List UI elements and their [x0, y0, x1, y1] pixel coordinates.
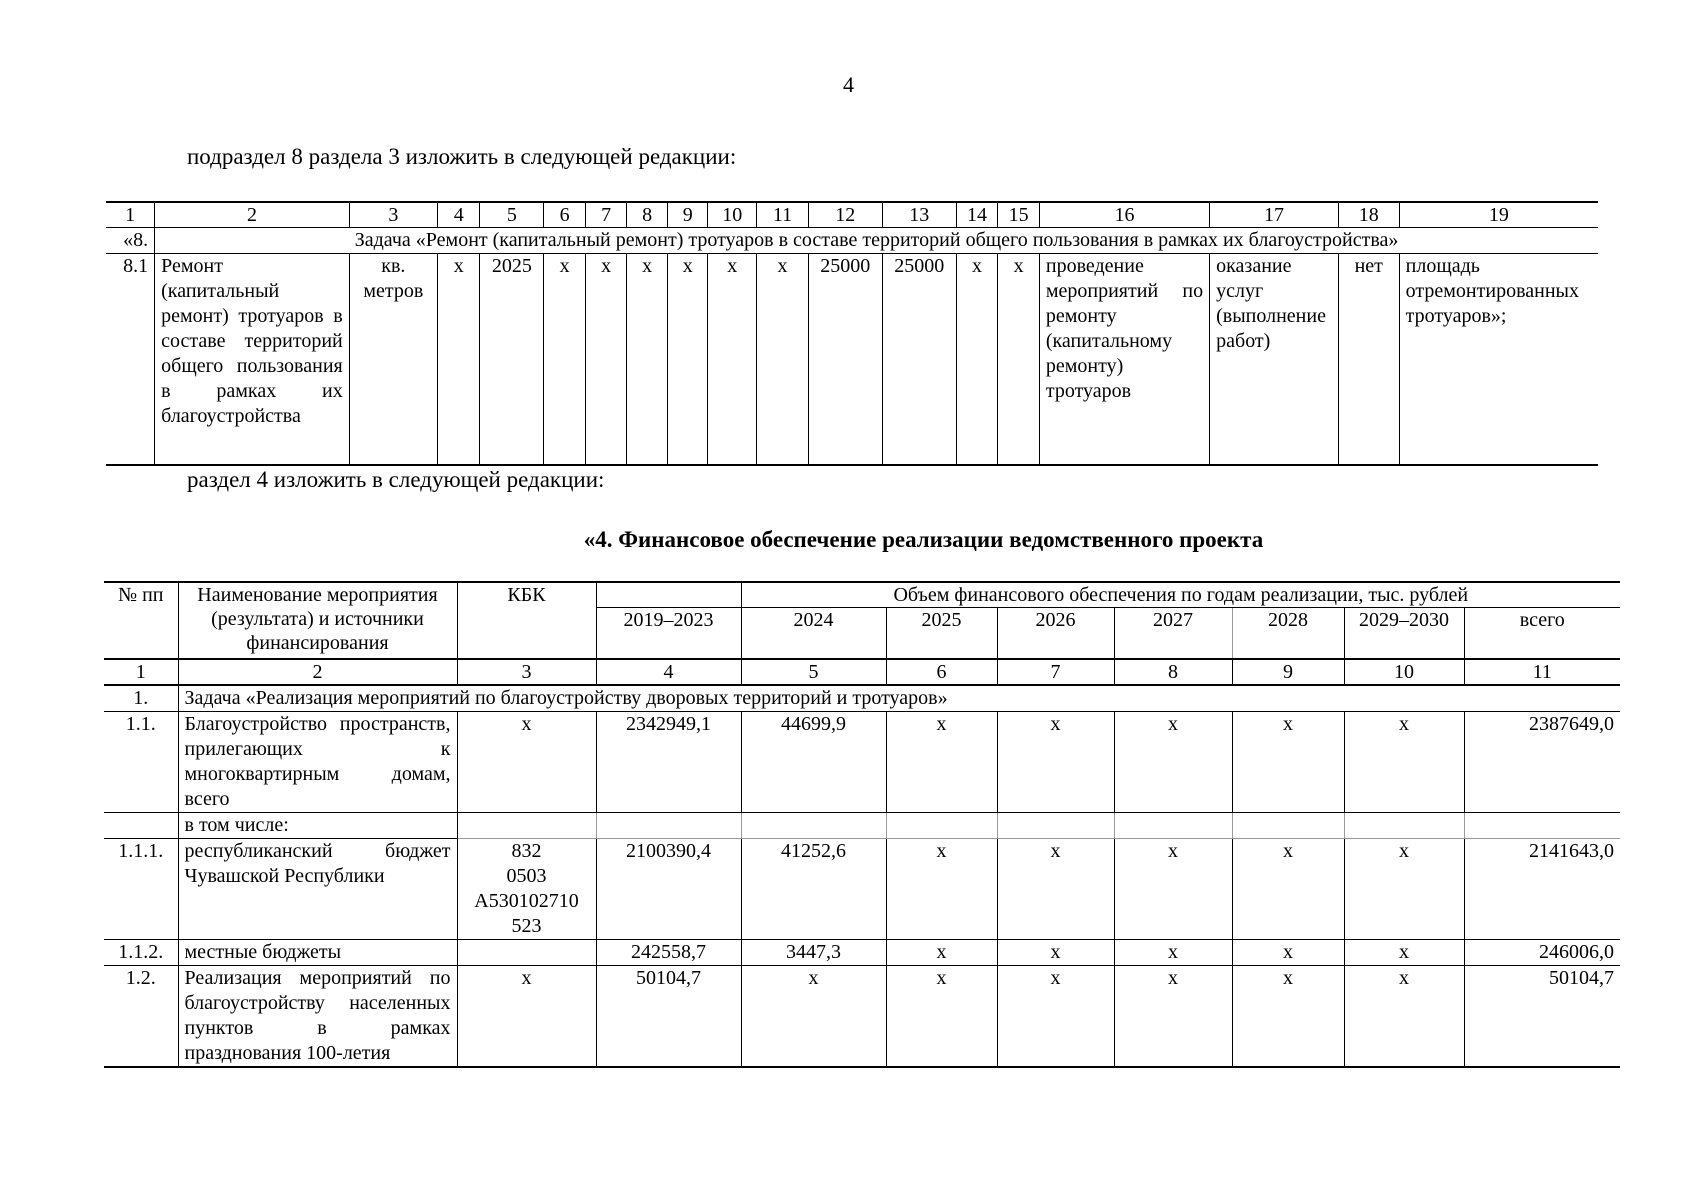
table2-cell: х — [1114, 966, 1232, 1068]
table2-header-year: 2024 — [741, 608, 886, 660]
table2-cell: 44699,9 — [741, 712, 886, 813]
table2-cell — [104, 813, 178, 839]
table2-cell: 1.2. — [104, 966, 178, 1068]
table2-header-year: 2019–2023 — [596, 608, 741, 660]
table1-cell: х — [544, 254, 586, 466]
table2-cell: 3447,3 — [741, 940, 886, 966]
table-row — [104, 712, 1620, 813]
table2-cell: х — [997, 966, 1114, 1068]
table2-col-number: 5 — [741, 659, 886, 685]
table2-cell: х — [1114, 712, 1232, 813]
table2-cell: х — [1232, 940, 1344, 966]
table2-cell — [457, 940, 596, 966]
table-row — [104, 940, 1620, 966]
page-number: 4 — [843, 72, 854, 97]
table2-cell — [886, 813, 997, 839]
table2-cell: местные бюджеты — [178, 940, 457, 966]
table2-cell — [741, 813, 886, 839]
table2-cell: 50104,7 — [1464, 966, 1620, 1068]
table1-task-number: «8. — [106, 228, 155, 254]
table1-col-number: 14 — [956, 202, 998, 228]
table1-cell: 25000 — [808, 254, 882, 466]
table1-col-number: 8 — [627, 202, 668, 228]
table2-cell: х — [457, 712, 596, 813]
table1-cell: проведение мероприятий по ремонту (капитальному ремонту) тротуаров — [1039, 254, 1209, 466]
table2-header-year: 2029–2030 — [1344, 608, 1464, 660]
table2-header-year: 2026 — [997, 608, 1114, 660]
table1-cell: оказание услуг (выполнение работ) — [1210, 254, 1339, 466]
table2-header-volume: Объем финансового обеспечения по годам реализации, тыс. рублей — [741, 582, 1620, 608]
table2-cell: 2342949,1 — [596, 712, 741, 813]
table2-header-kbk: КБК — [457, 582, 596, 659]
table2-cell: х — [1344, 839, 1464, 940]
table2-cell: х — [997, 712, 1114, 813]
table2-cell: х — [886, 966, 997, 1068]
table2-cell: 242558,7 — [596, 940, 741, 966]
table1-task-text: Задача «Ремонт (капитальный ремонт) тротуаров в составе территорий общего пользования в рамках их благоустройства» — [155, 228, 1598, 254]
table2-cell: х — [1232, 966, 1344, 1068]
table1-col-number: 15 — [998, 202, 1040, 228]
table2-cell: 1.1.1. — [104, 839, 178, 940]
table1-col-number: 17 — [1210, 202, 1339, 228]
table2-col-number: 8 — [1114, 659, 1232, 685]
table1-col-number: 3 — [349, 202, 437, 228]
table2-cell — [1464, 813, 1620, 839]
table-row — [104, 839, 1620, 940]
table2-cell — [1232, 813, 1344, 839]
table2-cell: х — [1232, 839, 1344, 940]
table1-col-number: 9 — [667, 202, 708, 228]
table2-header-year: 2025 — [886, 608, 997, 660]
table1-task-row — [106, 228, 1598, 254]
table2-cell: 2141643,0 — [1464, 839, 1620, 940]
table1-col-number: 2 — [155, 202, 350, 228]
table2-cell — [1114, 813, 1232, 839]
table2-header-total: всего — [1464, 608, 1620, 660]
table1-cell: х — [757, 254, 809, 466]
table2-cell: 2100390,4 — [596, 839, 741, 940]
table2-cell: 246006,0 — [1464, 940, 1620, 966]
table2-col-number: 6 — [886, 659, 997, 685]
table2-cell: х — [997, 839, 1114, 940]
table1-data-row — [106, 254, 1598, 466]
table2-header-num: № пп — [104, 582, 178, 659]
table1-cell: х — [667, 254, 708, 466]
table2-col-number: 7 — [997, 659, 1114, 685]
table1-col-number: 6 — [544, 202, 586, 228]
table-subsection-8 — [106, 201, 1598, 466]
table2-cell: х — [457, 966, 596, 1068]
table2-header-empty — [596, 582, 741, 608]
table2-cell: 2387649,0 — [1464, 712, 1620, 813]
table2-cell: Реализация мероприятий по благоустройству населенных пунктов в рамках празднования 100-летия — [178, 966, 457, 1068]
table2-cell: х — [1232, 712, 1344, 813]
table2-cell: 50104,7 — [596, 966, 741, 1068]
table1-col-number: 18 — [1338, 202, 1399, 228]
table2-col-number: 1 — [104, 659, 178, 685]
table2-cell: 41252,6 — [741, 839, 886, 940]
table1-header-row — [106, 202, 1598, 228]
table2-cell — [1344, 813, 1464, 839]
table1-col-number: 19 — [1399, 202, 1598, 228]
table2-cell — [596, 813, 741, 839]
instruction-subsection-8: подраздел 8 раздела 3 изложить в следующей редакции: — [187, 144, 737, 169]
table-financing — [104, 581, 1620, 1068]
table1-col-number: 5 — [480, 202, 544, 228]
table2-cell: 1.1.2. — [104, 940, 178, 966]
section-heading: «4. Финансовое обеспечение реализации ведомственного проекта — [583, 527, 1264, 552]
table1-cell: Ремонт (капитальный ремонт) тротуаров в составе территорий общего пользования в рамках их благоустройства — [155, 254, 350, 466]
table2-cell: 832 0503 А530102710 523 — [457, 839, 596, 940]
table2-cell: х — [1344, 940, 1464, 966]
table1-col-number: 7 — [585, 202, 627, 228]
table2-cell: х — [886, 712, 997, 813]
table2-cell: республиканский бюджет Чувашской Республики — [178, 839, 457, 940]
table2-cell: х — [741, 966, 886, 1068]
table2-col-number: 10 — [1344, 659, 1464, 685]
instruction-section-4: раздел 4 изложить в следующей редакции: — [187, 467, 605, 492]
table2-col-number: 3 — [457, 659, 596, 685]
table1-cell: х — [627, 254, 668, 466]
table1-col-number: 13 — [882, 202, 956, 228]
table1-cell: 2025 — [480, 254, 544, 466]
table1-col-number: 11 — [757, 202, 809, 228]
table2-column-numbers-row — [104, 659, 1620, 685]
table1-cell: кв. метров — [349, 254, 437, 466]
table2-col-number: 9 — [1232, 659, 1344, 685]
table2-col-number: 4 — [596, 659, 741, 685]
table1-col-number: 10 — [708, 202, 757, 228]
table1-cell: х — [708, 254, 757, 466]
table2-col-number: 2 — [178, 659, 457, 685]
table1-cell: 25000 — [882, 254, 956, 466]
table2-cell — [457, 813, 596, 839]
table-row — [104, 813, 1620, 839]
table1-cell: нет — [1338, 254, 1399, 466]
table2-task-text: Задача «Реализация мероприятий по благоустройству дворовых территорий и тротуаров» — [178, 685, 1620, 712]
table2-cell: 1.1. — [104, 712, 178, 813]
table2-header-name: Наименование мероприятия (результата) и источники финансирования — [178, 582, 457, 659]
table1-cell: 8.1 — [106, 254, 155, 466]
table1-cell: х — [956, 254, 998, 466]
table1-cell: х — [585, 254, 627, 466]
table2-task-number: 1. — [104, 685, 178, 712]
table2-cell: х — [1344, 966, 1464, 1068]
table2-cell: Благоустройство пространств, прилегающих к многоквартирным домам, всего — [178, 712, 457, 813]
table2-task-row — [104, 685, 1620, 712]
table2-cell: х — [1114, 940, 1232, 966]
table2-header-year: 2027 — [1114, 608, 1232, 660]
table2-cell: х — [1344, 712, 1464, 813]
table2-cell: х — [997, 940, 1114, 966]
table2-cell — [997, 813, 1114, 839]
table2-cell: х — [886, 940, 997, 966]
table2-cell: в том числе: — [178, 813, 457, 839]
table1-col-number: 12 — [808, 202, 882, 228]
table2-header-year: 2028 — [1232, 608, 1344, 660]
table2-cell: х — [1114, 839, 1232, 940]
table-row — [104, 966, 1620, 1068]
table2-col-number: 11 — [1464, 659, 1620, 685]
table1-col-number: 1 — [106, 202, 155, 228]
table1-cell: площадь отремонтированных тротуаров»; — [1399, 254, 1598, 466]
table1-cell: х — [998, 254, 1040, 466]
table1-col-number: 16 — [1039, 202, 1209, 228]
table1-cell: х — [437, 254, 480, 466]
table1-col-number: 4 — [437, 202, 480, 228]
table2-cell: х — [886, 839, 997, 940]
table2-header-row-1 — [104, 582, 1620, 608]
